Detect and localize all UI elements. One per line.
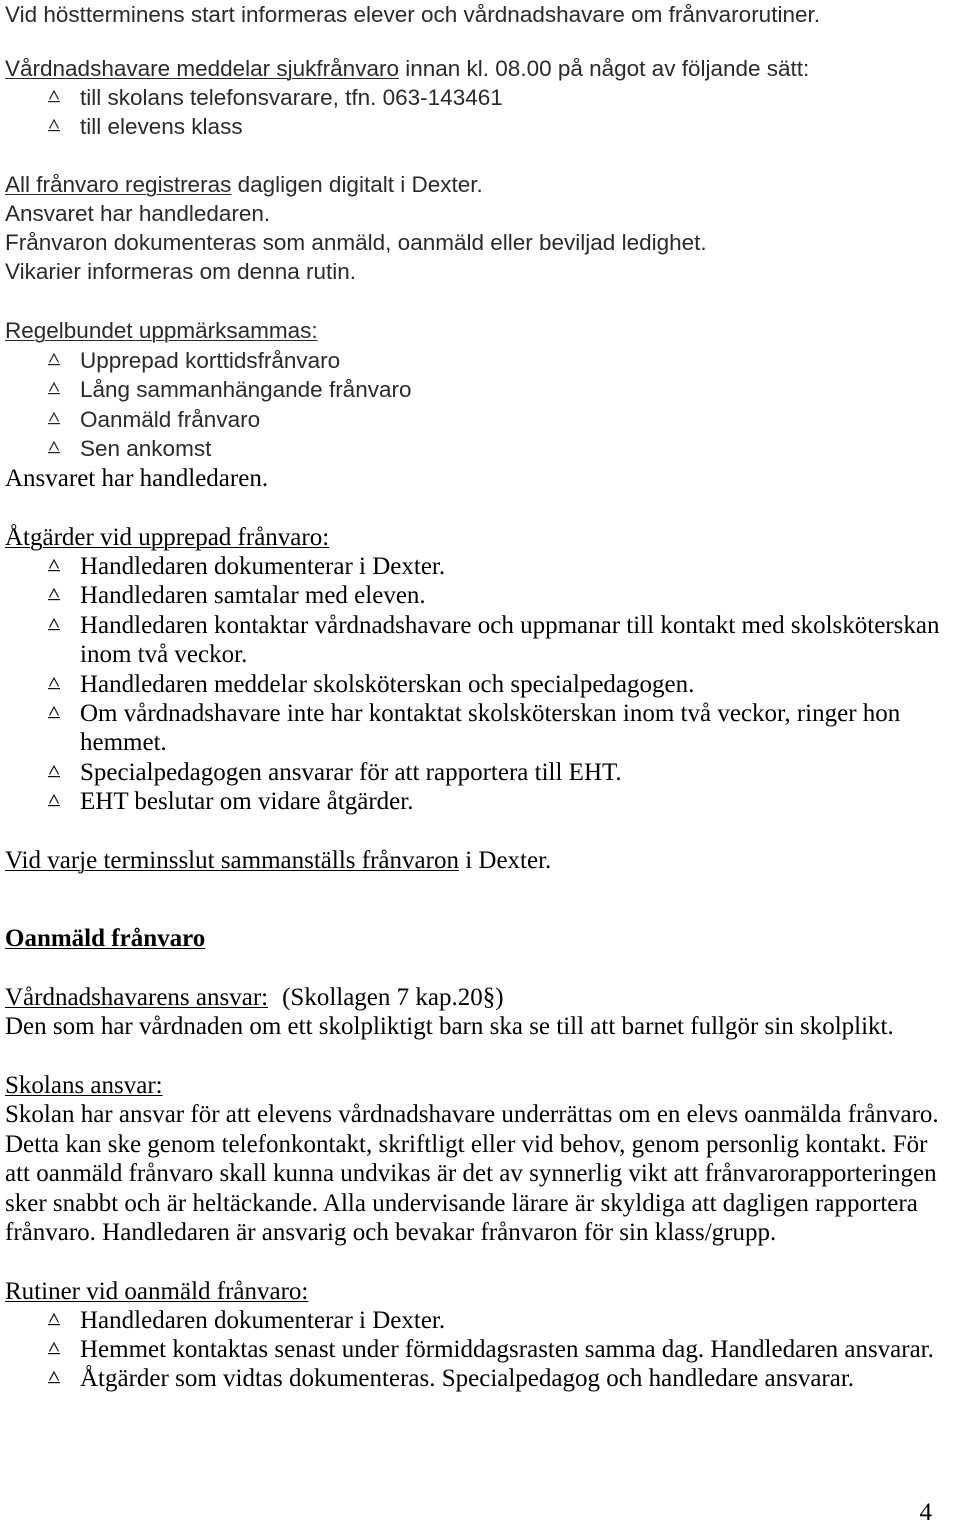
school-responsibility-line: sker snabbt och är heltäckande. Alla undervisande lärare är skyldiga att dagligen rapportera [5, 1190, 918, 1217]
guardian-label: Vårdnadshavarens ansvar: [5, 984, 269, 1011]
school-responsibility-line: Detta kan ske genom telefonkontakt, skriftligt eller vid behov, genom personlig kontakt. För [5, 1131, 928, 1158]
measure-item-text: Om vårdnadshavare inte har kontaktat skolsköterskan inom två veckor, ringer hon [80, 700, 901, 727]
school-responsibility-line: Skolan har ansvar för att elevens vårdnadshavare underrättas om en elevs oanmälda frånvaro. [5, 1101, 939, 1128]
monitoring-item [0, 434, 950, 463]
routine-item-text: Handledaren dokumenterar i Dexter. [80, 1307, 446, 1334]
school-responsibility-line: frånvaro. Handledaren är ansvarig och bevakar frånvaron för sin klass/grupp. [5, 1219, 777, 1246]
responsibility-line: Ansvaret har handledaren. [5, 201, 271, 226]
report-method-text: till skolans telefonsvarare, tfn. 063-143461 [80, 85, 503, 110]
monitoring-item-text: Lång sammanhängande frånvaro [80, 377, 412, 402]
monitoring-responsibility: Ansvaret har handledaren. [5, 465, 269, 492]
measure-item-text: Handledaren dokumenterar i Dexter. [80, 553, 446, 580]
term-summary-text: i Dexter. [458, 847, 552, 874]
report-method-text: till elevens klass [80, 114, 243, 139]
routines-heading: Rutiner vid oanmäld frånvaro: [5, 1278, 309, 1305]
routine-item [0, 1335, 950, 1364]
monitoring-item-text: Oanmäld frånvaro [80, 407, 261, 432]
measure-item [0, 758, 950, 787]
routine-item-text: Åtgärder som vidtas dokumenteras. Specialpedagog och handledare ansvarar. [80, 1365, 855, 1392]
report-label: Vårdnadshavare meddelar sjukfrånvaro [5, 56, 399, 81]
measure-item [0, 670, 950, 699]
measure-item-text: EHT beslutar om vidare åtgärder. [80, 788, 414, 815]
bullet-icon [47, 617, 61, 631]
bullet-icon [47, 793, 61, 807]
monitoring-heading: Regelbundet uppmärksammas: [5, 318, 318, 343]
substitutes-line: Vikarier informeras om denna rutin. [5, 259, 356, 284]
report-method-item [0, 83, 950, 112]
term-summary-label: Vid varje terminsslut sammanställs frånvaron [5, 847, 459, 874]
law-reference: (Skollagen 7 kap.20§) [282, 984, 504, 1011]
measure-item-text: Handledaren kontaktar vårdnadshavare och uppmanar till kontakt med skolsköterskan [80, 612, 940, 639]
bullet-icon [47, 587, 61, 601]
measure-item-continuation: hemmet. [80, 729, 167, 756]
section-title: Oanmäld frånvaro [5, 925, 206, 952]
bullet-icon [47, 118, 61, 132]
guardian-responsibility-heading [5, 983, 504, 1012]
bullet-icon [47, 89, 61, 103]
registration-text: dagligen digitalt i Dexter. [231, 172, 483, 197]
bullet-icon [47, 558, 61, 572]
bullet-icon [47, 352, 61, 366]
report-instructions [5, 54, 809, 83]
intro-opening: Vid höstterminens start informeras elever och vårdnadshavare om frånvarorutiner. [5, 2, 820, 27]
measure-item-continuation: inom två veckor. [80, 641, 248, 668]
monitoring-item-text: Upprepad korttidsfrånvaro [80, 348, 341, 373]
measure-item [0, 699, 950, 728]
registration-label: All frånvaro registreras [5, 172, 232, 197]
guardian-responsibility-text: Den som har vårdnaden om ett skolpliktigt barn ska se till att barnet fullgör sin skolplikt. [5, 1013, 894, 1040]
bullet-icon [47, 411, 61, 425]
measure-item-text: Specialpedagogen ansvarar för att rapportera till EHT. [80, 759, 622, 786]
bullet-icon [47, 676, 61, 690]
routine-item [0, 1306, 950, 1335]
measure-item-text: Handledaren meddelar skolsköterskan och specialpedagogen. [80, 671, 695, 698]
registration-line [5, 170, 483, 199]
bullet-icon [47, 1312, 61, 1326]
routine-item-text: Hemmet kontaktas senast under förmiddagsrasten samma dag. Handledaren ansvarar. [80, 1336, 934, 1363]
bullet-icon [47, 1370, 61, 1384]
measure-item-text: Handledaren samtalar med eleven. [80, 582, 426, 609]
page-number: 4 [919, 1499, 932, 1524]
school-responsibility-heading: Skolans ansvar: [5, 1072, 163, 1099]
monitoring-item [0, 346, 950, 375]
report-method-item [0, 112, 950, 141]
bullet-icon [47, 705, 61, 719]
monitoring-item-text: Sen ankomst [80, 436, 212, 461]
measure-item [0, 581, 950, 610]
bullet-icon [47, 440, 61, 454]
school-responsibility-line: att oanmäld frånvaro skall kunna undvikas är det av synnerlig vikt att frånvarorapporteringen [5, 1160, 937, 1187]
measure-item [0, 611, 950, 640]
measure-item [0, 787, 950, 816]
measure-item [0, 552, 950, 581]
bullet-icon [47, 1341, 61, 1355]
measures-heading: Åtgärder vid upprepad frånvaro: [5, 524, 330, 551]
report-text: innan kl. 08.00 på något av följande sätt: [398, 56, 810, 81]
monitoring-item [0, 405, 950, 434]
documentation-line: Frånvaron dokumenteras som anmäld, oanmäld eller beviljad ledighet. [5, 230, 707, 255]
monitoring-item [0, 375, 950, 404]
term-summary-line [5, 846, 551, 875]
routine-item [0, 1364, 950, 1393]
bullet-icon [47, 381, 61, 395]
bullet-icon [47, 764, 61, 778]
